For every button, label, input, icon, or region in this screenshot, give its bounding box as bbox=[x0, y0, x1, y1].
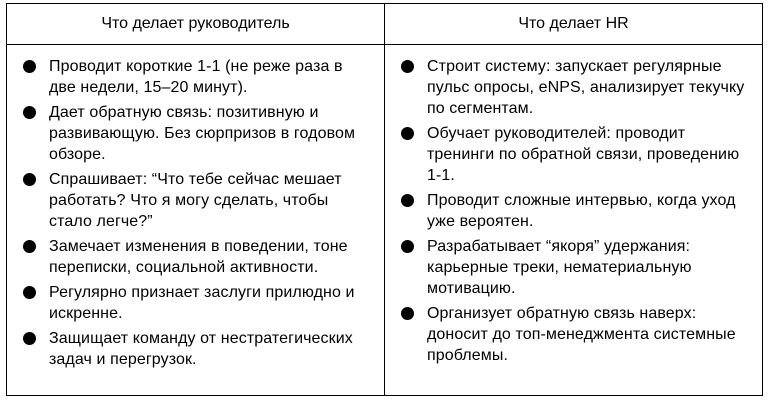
bullet-icon bbox=[401, 60, 414, 73]
header-manager: Что делает руководитель bbox=[7, 4, 385, 45]
hr-column bbox=[385, 45, 763, 396]
bullet-icon bbox=[23, 332, 36, 345]
bullet-icon bbox=[401, 240, 414, 253]
list-item bbox=[21, 169, 372, 232]
header-hr: Что делает HR bbox=[385, 4, 763, 45]
list-item-text: Проводит короткие 1-1 (не реже раза в две недели, 15–20 минут). bbox=[49, 58, 343, 96]
list-item-text: Защищает команду от нестратегических задач и перегрузок. bbox=[49, 330, 353, 368]
bullet-icon bbox=[23, 286, 36, 299]
bullet-icon bbox=[401, 307, 414, 320]
list-item bbox=[399, 190, 750, 232]
hr-list bbox=[385, 45, 762, 366]
list-item bbox=[399, 303, 750, 366]
list-item bbox=[21, 236, 372, 278]
bullet-icon bbox=[401, 127, 414, 140]
list-item bbox=[399, 56, 750, 119]
bullet-icon bbox=[23, 60, 36, 73]
table-body-row bbox=[7, 45, 763, 396]
list-item-text: Обучает руководителей: проводит тренинги по обратной связи, проведению 1-1. bbox=[427, 125, 740, 184]
bullet-icon bbox=[23, 106, 36, 119]
list-item bbox=[21, 282, 372, 324]
list-item-text: Дает обратную связь: позитивную и развивающую. Без сюрпризов в годовом обзоре. bbox=[49, 104, 356, 163]
list-item bbox=[21, 102, 372, 165]
list-item-text: Разрабатывает “якоря” удержания: карьерные треки, нематериальную мотивацию. bbox=[427, 238, 692, 297]
list-item-text: Проводит сложные интервью, когда уход уже вероятен. bbox=[427, 192, 736, 230]
manager-column bbox=[7, 45, 385, 396]
list-item-text: Спрашивает: “Что тебе сейчас мешает работать? Что я могу сделать, чтобы стало легче?” bbox=[49, 171, 342, 230]
manager-list bbox=[7, 45, 384, 370]
list-item bbox=[399, 236, 750, 299]
list-item-text: Строит систему: запускает регулярные пульс опросы, eNPS, анализирует текучку по сегментам. bbox=[427, 58, 745, 117]
list-item bbox=[21, 328, 372, 370]
bullet-icon bbox=[23, 173, 36, 186]
list-item-text: Замечает изменения в поведении, тоне переписки, социальной активности. bbox=[49, 238, 348, 276]
list-item bbox=[399, 123, 750, 186]
bullet-icon bbox=[23, 240, 36, 253]
roles-comparison-table bbox=[6, 3, 763, 396]
list-item-text: Организует обратную связь наверх: доносит до топ-менеджмента системные проблемы. bbox=[427, 305, 736, 364]
list-item-text: Регулярно признает заслуги прилюдно и искренне. bbox=[49, 284, 355, 322]
table-header-row bbox=[7, 4, 763, 45]
list-item bbox=[21, 56, 372, 98]
bullet-icon bbox=[401, 194, 414, 207]
